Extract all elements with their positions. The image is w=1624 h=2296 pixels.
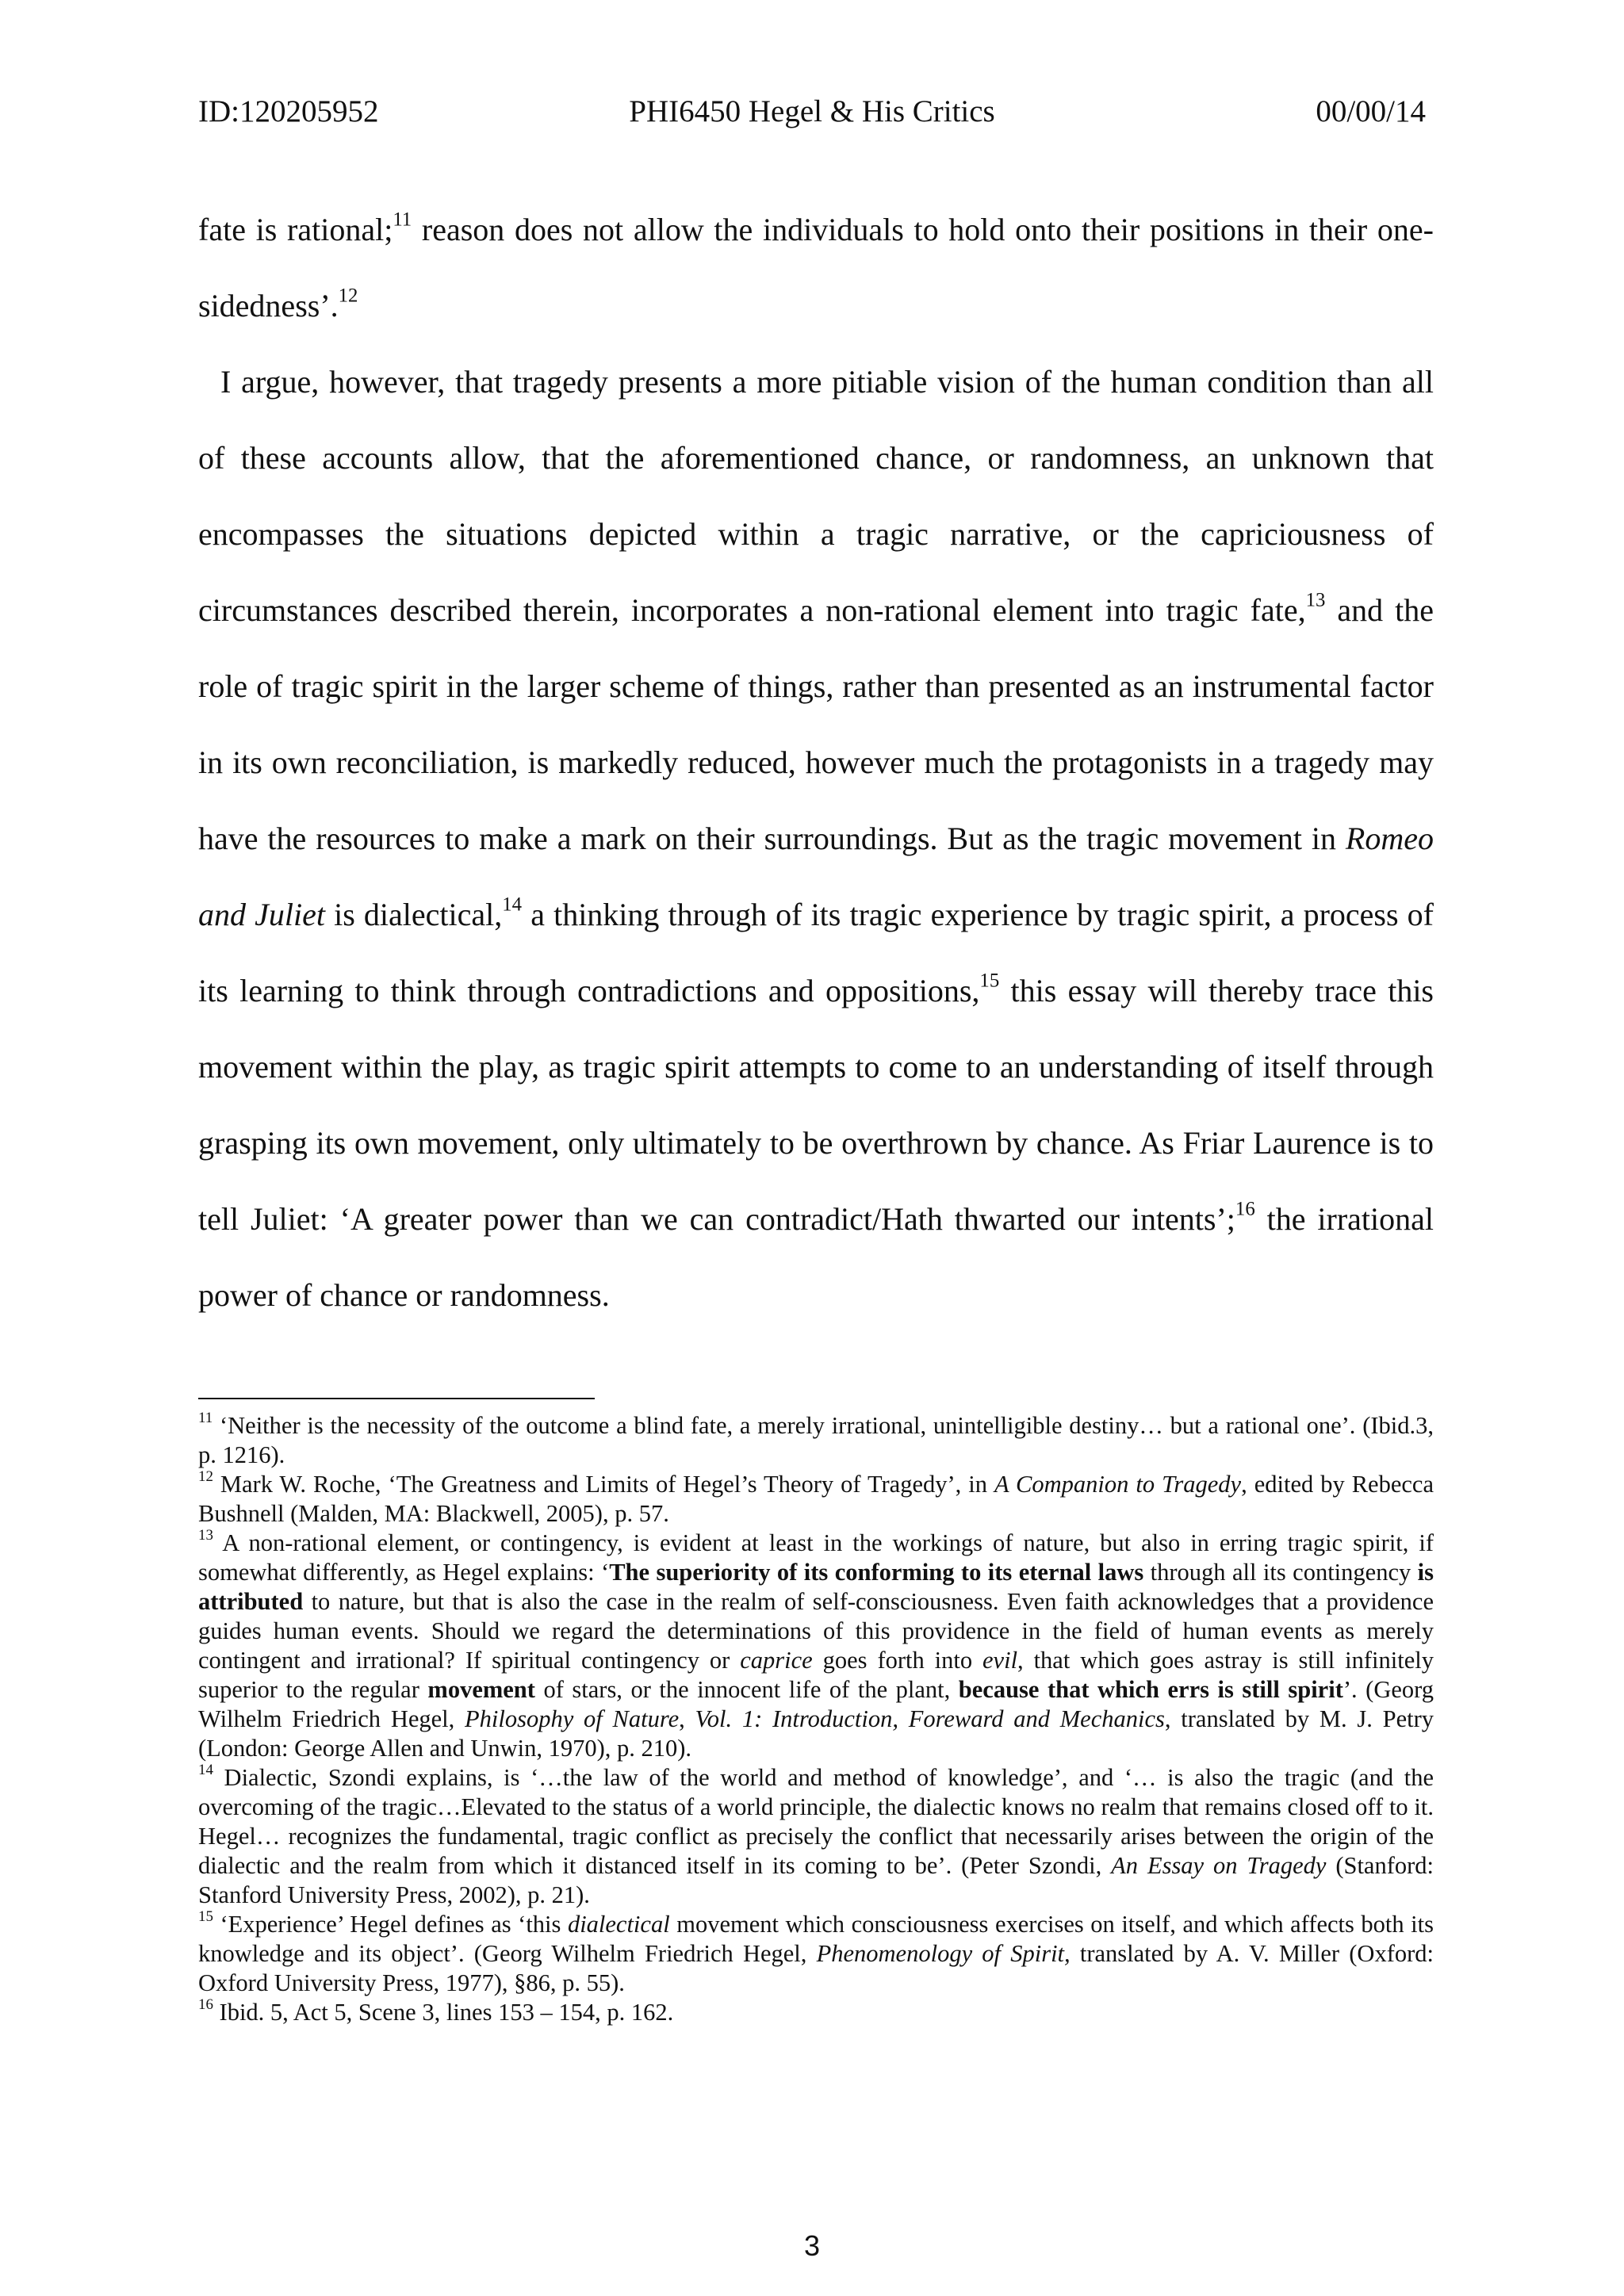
footnote-14 (198, 1763, 1434, 1910)
book-title: A Companion to Tragedy (994, 1471, 1242, 1498)
footnote-13 (198, 1526, 1434, 1763)
footnote-12 (198, 1470, 1434, 1529)
footnote-number: 14 (198, 1761, 213, 1778)
footnote-number: 15 (198, 1908, 213, 1925)
footnote-11 (198, 1411, 1434, 1470)
header-date: 00/00/14 (1316, 94, 1426, 128)
footnote-ref-12[interactable]: 12 (338, 285, 358, 307)
footnote-ref-11[interactable]: 11 (393, 209, 412, 231)
footnote-16 (198, 1998, 1434, 2027)
page-number: 3 (803, 2229, 821, 2262)
footnote-15 (198, 1910, 1434, 1998)
student-id: ID:120205952 (198, 94, 379, 128)
book-title: Philosophy of Nature (465, 1705, 680, 1732)
footnote-text: ‘Neither is the necessity of the outcome a blind fate, a merely irrational, unintelligible destiny… but a rational one’. (Ibid.3, p. 1216). (198, 1412, 1434, 1468)
italic-emphasis: evil (982, 1647, 1018, 1674)
footnote-text: of stars, or the innocent life of the plant, (534, 1676, 959, 1703)
course-title: PHI6450 Hegel & His Critics (629, 94, 995, 128)
footnote-text: goes forth into (812, 1647, 983, 1674)
footnote-number: 11 (198, 1409, 213, 1426)
page-header (198, 94, 1426, 138)
footnote-text: ‘Experience’ Hegel defines as ‘this (213, 1911, 568, 1938)
footnote-text: through all its contingency (1143, 1559, 1418, 1586)
text-run: the irrational power of chance or randomness. (198, 1201, 1434, 1313)
body-text (198, 192, 1434, 1334)
book-title: Phenomenology of Spirit, (816, 1940, 1071, 1967)
footnote-ref-14[interactable]: 14 (502, 894, 523, 916)
italic-emphasis: dialectical (567, 1911, 670, 1938)
footnotes (198, 1411, 1434, 2027)
footnote-text: , translated by M. J. Petry (London: George Allen and Unwin, 1970), p. 210). (198, 1705, 1434, 1762)
footnote-ref-16[interactable]: 16 (1235, 1198, 1255, 1220)
text-run: a thinking through of its tragic experience by tragic spirit, a process of its learning to think through contradictions and oppositions, (198, 897, 1434, 1008)
footnote-text: Mark W. Roche, ‘The Greatness and Limits of Hegel’s Theory of Tragedy’, in (213, 1471, 994, 1498)
footnote-ref-13[interactable]: 13 (1305, 589, 1326, 611)
footnote-text: movement which consciousness exercises on itself, and which affects both its knowledge and its object’. (Georg Wilhelm Friedrich Hegel, (198, 1911, 1434, 1967)
footnote-text: , that which goes astray is still infinitely superior to the regular (198, 1647, 1434, 1703)
footnote-text: , edited by Rebecca Bushnell (Malden, MA: Blackwell, 2005), p. 57. (198, 1471, 1434, 1527)
footnote-number: 16 (198, 1996, 213, 2013)
footnote-text: translated by A. V. Miller (Oxford: Oxford University Press, 1977), §86, p. 55). (198, 1940, 1434, 1996)
bold-emphasis: The superiority of its conforming to its eternal laws (609, 1559, 1144, 1586)
text-run: and the role of tragic spirit in the larger scheme of things, rather than presented as an instrumental factor in its own reconciliation, is markedly reduced, however much the protagonists in a tragedy may have the resources to make a mark on their surroundings. But as the tragic movement in (198, 592, 1434, 856)
footnote-text: Dialectic, Szondi explains, is ‘…the law of the world and method of knowledge’, and ‘… is also the tragic (and the overcoming of the tragic…Elevated to the status of a world principle, the dialectic knows no realm that remains closed off to it. Hegel… recognizes the fundamental, tragic conflict as precisely the conflict that necessarily arises between the origin of the dialectic and the realm from which it distanced itself in its coming to be’. (Peter Szondi, (198, 1764, 1434, 1879)
text-run: I argue, however, that tragedy presents a more pitiable vision of the human condition than all of these accounts allow, that the aforementioned chance, or randomness, an unknown that encompasses the situations depicted within a tragic narrative, or the capriciousness of circumstances described therein, incorporates a non-rational element into tragic fate, (198, 364, 1434, 628)
bold-emphasis: is attributed (198, 1559, 1434, 1615)
footnote-ref-15[interactable]: 15 (979, 970, 1000, 992)
footnote-text: Ibid. 5, Act 5, Scene 3, lines 153 – 154, p. 162. (213, 1999, 674, 2026)
text-run: reason does not allow the individuals to hold onto their positions in their one-sidedness’. (198, 212, 1434, 323)
text-run: fate is rational; (198, 212, 393, 247)
footnote-separator (198, 1398, 595, 1399)
paragraph-2 (198, 344, 1434, 1334)
paragraph-1 (198, 192, 1434, 344)
footnote-text: A non-rational element, or contingency, is evident at least in the workings of nature, but also in erring tragic spirit, if somewhat differently, as Hegel explains: ‘ (198, 1529, 1434, 1586)
footnote-number: 13 (198, 1526, 213, 1544)
book-title: Vol. 1: Introduction, Foreward and Mechanics (695, 1705, 1165, 1732)
text-run: this essay will thereby trace this movement within the play, as tragic spirit attempts to come to an understanding of itself through grasping its own movement, only ultimately to be overthrown by chance. As Friar Laurence is to tell Juliet: ‘A greater power than we can contradict/Hath thwarted our intents’; (198, 973, 1434, 1237)
book-title: An Essay on Tragedy (1111, 1852, 1327, 1879)
bold-emphasis: movement (427, 1676, 535, 1703)
italic-emphasis: caprice (740, 1647, 813, 1674)
footnote-text: (Stanford: Stanford University Press, 2002), p. 21). (198, 1852, 1434, 1908)
footnote-text: ’. (Georg Wilhelm Friedrich Hegel, (198, 1676, 1434, 1732)
bold-emphasis: because that which errs is still spirit (958, 1676, 1343, 1703)
footnote-number: 12 (198, 1468, 213, 1485)
play-title: Romeo and Juliet (198, 821, 1434, 932)
footnote-text: to nature, but that is also the case in the realm of self-consciousness. Even faith acknowledges that a providence guides human events. Should we regard the determinations of this providence in the field of human events as merely contingent and irrational? If spiritual contingency or (198, 1588, 1434, 1674)
footnote-text: , (679, 1705, 695, 1732)
text-run: is dialectical, (324, 897, 503, 932)
